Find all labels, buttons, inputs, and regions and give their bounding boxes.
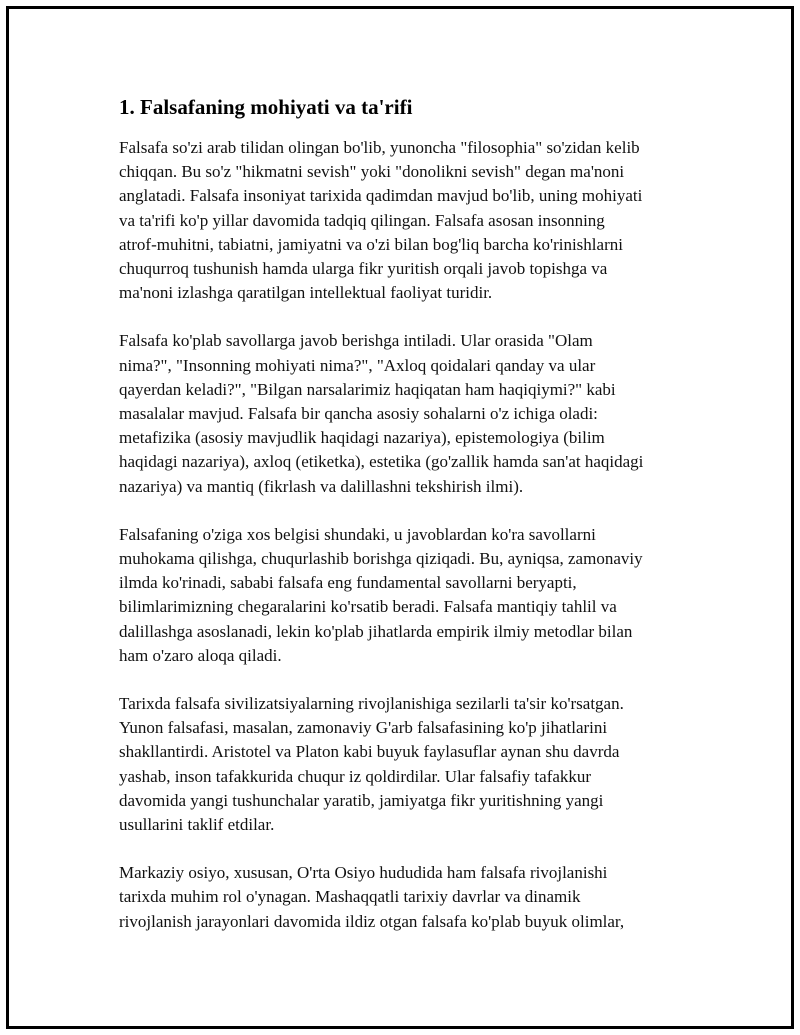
paragraph-line: haqidagi nazariya), axloq (etiketka), estetika (go'zallik hamda san'at haqidagi — [119, 452, 644, 472]
paragraph-line: chiqqan. Bu so'z "hikmatni sevish" yoki "donolikni sevish" degan ma'noni — [119, 162, 625, 182]
paragraph-5 — [119, 861, 689, 934]
paragraph-line: Falsafa ko'plab savollarga javob berishga intiladi. Ular orasida "Olam — [119, 331, 593, 351]
paragraph-line: nazariya) va mantiq (fikrlash va dalillashni tekshirish ilmi). — [119, 476, 524, 496]
paragraph-line: va ta'rifi ko'p yillar davomida tadqiq qilingan. Falsafa asosan insonning — [119, 210, 605, 230]
paragraph-line: chuqurroq tushunish hamda ularga fikr yuritish orqali javob topishga va — [119, 259, 608, 279]
paragraph-4 — [119, 692, 689, 837]
paragraph-line: anglatadi. Falsafa insoniyat tarixida qadimdan mavjud bo'lib, uning mohiyati — [119, 186, 643, 206]
paragraph-line: usullarini taklif etdilar. — [119, 815, 275, 835]
document-page — [6, 6, 794, 1029]
paragraph-line: Falsafaning o'ziga xos belgisi shundaki, u javoblardan ko'ra savollarni — [119, 524, 596, 544]
paragraph-2 — [119, 329, 689, 498]
paragraph-line: ham o'zaro aloqa qiladi. — [119, 645, 282, 665]
section-heading: 1. Falsafaning mohiyati va ta'rifi — [119, 95, 413, 119]
paragraph-3 — [119, 523, 689, 668]
paragraph-line: dalillashga asoslanadi, lekin ko'plab jihatlarda empirik ilmiy metodlar bilan — [119, 621, 633, 641]
paragraph-1 — [119, 136, 689, 305]
document-content — [119, 93, 689, 958]
paragraph-line: davomida yangi tushunchalar yaratib, jamiyatga fikr yuritishning yangi — [119, 790, 604, 810]
paragraph-line: qayerdan keladi?", "Bilgan narsalarimiz haqiqatan ham haqiqiymi?" kabi — [119, 379, 616, 399]
paragraph-line: Markaziy osiyo, xususan, O'rta Osiyo hududida ham falsafa rivojlanishi — [119, 863, 608, 883]
paragraph-line: shakllantirdi. Aristotel va Platon kabi buyuk faylasuflar aynan shu davrda — [119, 742, 620, 762]
paragraph-line: atrof-muhitni, tabiatni, jamiyatni va o'zi bilan bog'liq barcha ko'rinishlarni — [119, 234, 623, 254]
paragraph-line: muhokama qilishga, chuqurlashib borishga qiziqadi. Bu, ayniqsa, zamonaviy — [119, 549, 643, 569]
paragraph-line: Tarixda falsafa sivilizatsiyalarning rivojlanishiga sezilarli ta'sir ko'rsatgan. — [119, 694, 624, 714]
paragraph-line: Yunon falsafasi, masalan, zamonaviy G'arb falsafasining ko'p jihatlarini — [119, 718, 608, 738]
paragraph-line: ilmda ko'rinadi, sababi falsafa eng fundamental savollarni beryapti, — [119, 573, 577, 593]
paragraph-line: ma'noni izlashga qaratilgan intellektual faoliyat turidir. — [119, 283, 493, 303]
paragraph-line: bilimlarimizning chegaralarini ko'rsatib beradi. Falsafa mantiqiy tahlil va — [119, 597, 617, 617]
paragraph-line: rivojlanish jarayonlari davomida ildiz otgan falsafa ko'plab buyuk olimlar, — [119, 911, 625, 931]
paragraph-line: nima?", "Insonning mohiyati nima?", "Axloq qoidalari qanday va ular — [119, 355, 596, 375]
paragraph-line: Falsafa so'zi arab tilidan olingan bo'lib, yunoncha "filosophia" so'zidan kelib — [119, 138, 640, 157]
paragraph-line: tarixda muhim rol o'ynagan. Mashaqqatli tarixiy davrlar va dinamik — [119, 887, 581, 907]
paragraph-line: yashab, inson tafakkurida chuqur iz qoldirdilar. Ular falsafiy tafakkur — [119, 766, 592, 786]
paragraph-line: metafizika (asosiy mavjudlik haqidagi nazariya), epistemologiya (bilim — [119, 428, 605, 448]
paragraph-line: masalalar mavjud. Falsafa bir qancha asosiy sohalarni o'z ichiga oladi: — [119, 404, 598, 424]
